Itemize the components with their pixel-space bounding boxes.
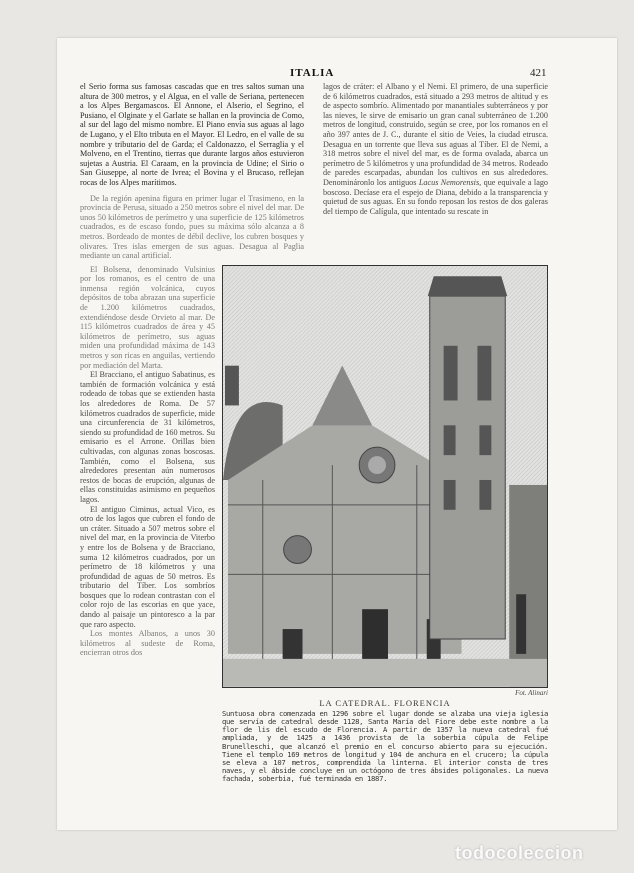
paragraph-alpine-lakes: el Serio forma sus famosas cascadas que en tres saltos suman una altura de 300 metros, y el Algua, en el valle de Seriana, pertenecen a los Alpes Bergamascos. El Annone, el Alserio, el Segrino, el Pusiano, el Olginate y el Garlate se hallan en la provincia de Como, al sur del lago del mismo nombre. El Piano envía sus aguas al lago de Lugano, y el Elto tributa en el Mayor. El Ledro, en el valle de su nombre y tributario del de Garda; el Caldonazzo, el Serraglia y el Molveno, en el Trentino, tierras que durante largos años estuvieron sujetas a Austria. El Caraam, en la provincia de Udine; el Sirio o San Giuseppe, al norte de Ivrea; el Bovina y el Brucaso, reflejan rocas de los Alpes marítimos. (80, 82, 304, 187)
left-column-narrow (80, 265, 215, 658)
paragraph-trasimeno: De la región apenina figura en primer lugar el Trasimeno, en la provincia de Perusa, situado a 250 metros sobre el nivel del mar. De unos 50 kilómetros de perímetro y una superficie de 125 kilómetros cuadrados, es de escaso fondo, pues su máxima sólo alcanza a 8 metros. Bordeado de montes de débil declive, los cubren bosques y olivares. Tres islas emergen de sus aguas. Desagua al Paglia mediante un canal artificial. (80, 193, 304, 261)
nemi-text-end: que equivale a lago boscoso. Decíase era el espejo de Diana, debido a la transparencia y quietud de sus aguas. En su fondo reposan los restos de dos galeras del tiempo de Calígula, que intentado su rescate in (323, 177, 549, 216)
right-column (323, 82, 548, 216)
running-header-title: ITALIA (290, 67, 335, 79)
cathedral-photograph (222, 265, 548, 688)
paragraph-albanos: Los montes Albanos, a unos 30 kilómetros al sudeste de Roma, encierran otros dos (80, 629, 215, 658)
photo-credit: Fot. Alinari (515, 688, 548, 697)
nemi-text: lagos de cráter: el Albano y el Nemi. El primero, de una superficie de 6 kilómetros cuadrados, está situado a 293 metros de altitud y es de aspecto sombrío. Alimentado por manantiales subterráneos y por las nieves, le sirve de emisario un gran canal subterráneo de 1.200 metros de longitud, construido, según se cree, por los romanos en el año 397 antes de J. C., durante el sitio de Veies, la ciudad etrusca. Desagua en un torrente que lleva sus aguas al Tíber. El de Nemi, a 318 metros sobre el nivel del mar, es de forma ovalada, abarca un perímetro de 5 kilómetros y una profundidad de 34 metros. Rodeado de paredes escarpadas, abundan los cultivos en sus alrededores. Denomináronlo los antiguos (323, 82, 548, 187)
figure-group (222, 265, 548, 784)
florence-cathedral-illustration (223, 266, 547, 687)
left-column-top (80, 82, 304, 261)
paragraph-bracciano: El Bracciano, el antiguo Sabatinus, es también de formación volcánica y está rodeado de tobas que se extienden hasta los alrededores de Roma. De 57 kilómetros cuadrados de superficie, mide una circunferencia de 31 kilómetros, siendo su profundidad de 160 metros. Su emisario es el Arrone. Orillas bien cultivadas, con algunas zonas boscosas. También, como el Bolsena, sus alrededores presentan aún numerosos restos de bocas de erupción, algunas de ellas constituidas asimismo en pequeños lagos. (80, 370, 215, 504)
figure-description: Suntuosa obra comenzada en 1296 sobre el lugar donde se alzaba una vieja iglesia que servía de catedral desde 1128, Santa María del Fiore debe este nombre a la flor de lis del escudo de Florencia. A partir de 1357 la nueva catedral fué ampliada, y de 1425 a 1436 provista de la soberbia cúpula de Felipe Brunelleschi, que alcanzó el premio en el concurso abierto para su ejecución. Tiene el templo 169 metros de longitud y 104 de anchura en el crucero; la cúpula se eleva a 107 metros, comprendida la linterna. El interior consta de tres naves, y el ábside concluye en un octógono de tres ábsides poligonales. La nueva fachada, soberbia, fué terminada en 1887. (222, 708, 548, 784)
page-body (80, 82, 548, 784)
page-number: 421 (530, 67, 547, 79)
bottom-row (80, 261, 548, 784)
paragraph-nemi (323, 82, 548, 216)
watermark-logo: todocoleccion (455, 843, 584, 863)
figure-caption: LA CATEDRAL. FLORENCIA (319, 697, 451, 708)
paragraph-bolsena: El Bolsena, denominado Vulsinius por los romanos, es el centro de una inmensa región volcánica, cuyos depósitos de toba abrazan una superficie de 1.200 kilómetros cuadrados, extendiéndose desde Orvieto al mar. De 115 kilómetros cuadrados de área y 45 kilómetros de perímetro, sus aguas miden una profundidad máxima de 143 metros y son ricas en anguilas, vertiendo por mediación del Marta. (80, 264, 215, 370)
paragraph-cimino: El antiguo Ciminus, actual Vico, es otro de los lagos que cubren el fondo de un cráter. Situado a 507 metros sobre el nivel del mar, en la provincia de Viterbo y entre los de Bolsena y de Bracciano, suma 12 kilómetros cuadrados, por un perímetro de 18 kilómetros y una profundidad de aguas de 50 metros. Es tributario del Tíber. Los sombríos bosques que lo rodean contrastan con el color rojo de las escorias en que yace, dando al paisaje un pintoresco a la par que raro aspecto. (80, 504, 215, 629)
latin-name: Lacus Nemorensis, (418, 177, 482, 187)
top-row (80, 82, 548, 261)
